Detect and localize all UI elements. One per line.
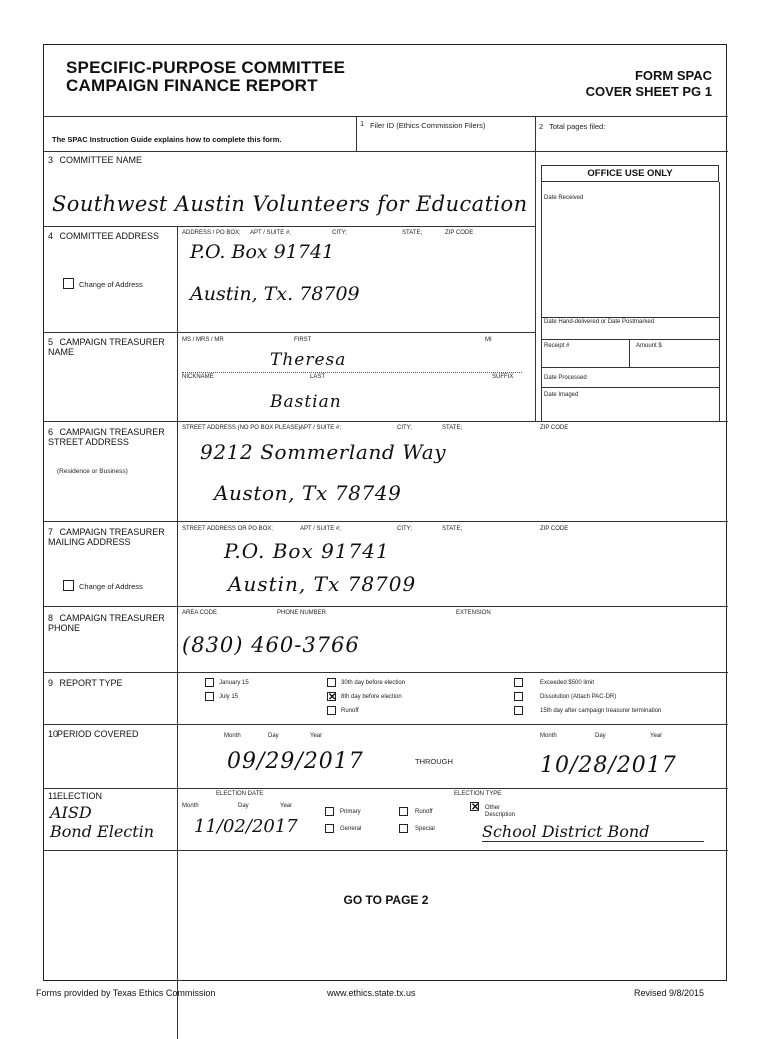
description-line xyxy=(482,841,704,842)
section-number: 6 xyxy=(48,427,54,437)
zip-sublabel: ZIP CODE xyxy=(540,425,569,431)
divider xyxy=(44,151,728,152)
section-number: 11 xyxy=(48,791,58,801)
amount-label: Amount $ xyxy=(636,343,662,349)
treasurer-street-label xyxy=(48,427,173,447)
period-from-day-label: Day xyxy=(268,733,279,739)
election-special-checkbox[interactable] xyxy=(399,824,408,833)
period-to-year-label: Year xyxy=(650,733,663,739)
footer-url[interactable]: www.ethics.state.tx.us xyxy=(327,988,416,998)
committee-address-line1: P.O. Box 91741 xyxy=(190,241,335,263)
form-page: COVER SHEET PG 1 xyxy=(585,84,712,99)
total-pages-label: Total pages filed: xyxy=(549,122,606,131)
go-to-page-2: GO TO PAGE 2 xyxy=(343,893,429,907)
date-hand-delivered-label: Date Hand-delivered or Date Postmarked xyxy=(544,319,655,325)
report-treasurer-term-label: 15th day after campaign treasurer termination xyxy=(540,708,662,714)
total-pages-num: 2 xyxy=(539,122,544,131)
divider xyxy=(44,421,728,422)
form-title-line2: CAMPAIGN FINANCE REPORT xyxy=(66,76,318,95)
election-primary-checkbox[interactable] xyxy=(325,807,334,816)
section-number: 9 xyxy=(48,678,54,688)
period-label xyxy=(48,729,173,739)
city-sublabel: CITY; xyxy=(397,526,412,532)
divider xyxy=(356,116,357,151)
treasurer-phone-label xyxy=(48,613,173,633)
footer-revised: Revised 9/8/2015 xyxy=(634,988,705,998)
period-from-value: 09/29/2017 xyxy=(227,749,364,774)
treasurer-mailing-line2: Austin, Tx 78709 xyxy=(228,572,417,596)
report-jan15-checkbox[interactable] xyxy=(205,678,214,687)
election-other-label: Other xyxy=(485,805,501,811)
apt-sublabel: APT / SUITE #; xyxy=(300,526,341,532)
receipt-label: Receipt # xyxy=(544,343,570,349)
period-to-month-label: Month xyxy=(540,733,557,739)
section-label: ELECTION xyxy=(57,791,103,801)
election-other-checkbox-checked[interactable]: ✕ xyxy=(471,802,480,813)
spac-cover-sheet xyxy=(43,44,727,981)
divider xyxy=(535,116,536,151)
filer-id-label: Filer ID (Ethics Commission Filers) xyxy=(370,121,486,130)
form-name: FORM SPAC xyxy=(634,68,712,83)
zip-sublabel: ZIP CODE xyxy=(445,230,474,236)
report-exceeded-checkbox[interactable] xyxy=(514,678,523,687)
first-sublabel: FIRST xyxy=(294,337,312,343)
report-dissolution-label: Dissolution (Attach PAC-DR) xyxy=(540,694,617,700)
change-of-address-checkbox[interactable] xyxy=(63,278,74,289)
divider xyxy=(177,226,178,1039)
election-type-label: ELECTION TYPE xyxy=(454,791,502,797)
period-from-year-label: Year xyxy=(310,733,323,739)
period-to-value: 10/28/2017 xyxy=(540,753,677,778)
divider xyxy=(629,339,630,367)
footer-provided-by: Forms provided by Texas Ethics Commission xyxy=(36,988,216,998)
state-sublabel: STATE; xyxy=(402,230,423,236)
suffix-sublabel: SUFFIX xyxy=(492,374,514,380)
divider xyxy=(44,226,535,227)
section-label: CAMPAIGN TREASURER NAME xyxy=(48,337,165,357)
form-id xyxy=(532,68,722,100)
election-label xyxy=(48,791,102,801)
report-8th-label: 8th day before election xyxy=(341,694,402,700)
date-processed-label: Date Processed xyxy=(544,375,587,381)
committee-address-label xyxy=(48,231,173,241)
section-number: 7 xyxy=(48,527,54,537)
street-sublabel: STREET ADDRESS OR PO BOX; xyxy=(182,526,273,532)
report-30th-checkbox[interactable] xyxy=(327,678,336,687)
office-use-title: OFFICE USE ONLY xyxy=(541,165,719,182)
period-from-month-label: Month xyxy=(224,733,241,739)
committee-name-value: Southwest Austin Volunteers for Education xyxy=(52,192,528,216)
election-month-label: Month xyxy=(182,803,199,809)
divider xyxy=(182,372,522,373)
divider xyxy=(44,724,728,725)
report-runoff-checkbox[interactable] xyxy=(327,706,336,715)
section-label: REPORT TYPE xyxy=(59,678,123,688)
section-number: 4 xyxy=(48,231,54,241)
divider xyxy=(44,606,728,607)
divider xyxy=(541,367,719,368)
nickname-sublabel: NICKNAME xyxy=(182,374,214,380)
treasurer-mailing-label xyxy=(48,527,173,547)
divider xyxy=(535,151,536,421)
election-general-label: General xyxy=(340,826,362,832)
form-title-line1: SPECIFIC-PURPOSE COMMITTEE xyxy=(66,58,346,77)
section-label: CAMPAIGN TREASURER STREET ADDRESS xyxy=(48,427,165,447)
form-title xyxy=(66,59,345,95)
divider xyxy=(541,182,542,421)
report-30th-label: 30th day before election xyxy=(341,680,406,686)
mailing-change-of-address-label: Change of Address xyxy=(79,582,143,591)
mi-sublabel: MI xyxy=(485,337,492,343)
election-year-label: Year xyxy=(280,803,293,809)
area-code-sublabel: AREA CODE xyxy=(182,610,218,616)
section-label: COMMITTEE NAME xyxy=(59,155,143,165)
period-through-label: THROUGH xyxy=(415,757,453,766)
report-jul15-checkbox[interactable] xyxy=(205,692,214,701)
filer-id-num: 1 xyxy=(360,119,365,128)
divider xyxy=(44,850,728,851)
last-sublabel: LAST xyxy=(310,374,326,380)
report-runoff-label: Runoff xyxy=(341,708,359,714)
divider xyxy=(719,182,720,421)
treasurer-street-line1: 9212 Sommerland Way xyxy=(200,440,447,464)
address-sublabel: ADDRESS / PO BOX; xyxy=(182,230,241,236)
report-8th-checkbox-checked[interactable]: ✕ xyxy=(328,692,337,703)
divider xyxy=(44,788,728,789)
period-to-day-label: Day xyxy=(595,733,606,739)
state-sublabel: STATE; xyxy=(442,526,463,532)
treasurer-name-label xyxy=(48,337,173,357)
report-jan15-label: January 15 xyxy=(219,680,249,686)
divider xyxy=(541,387,719,388)
election-runoff-checkbox[interactable] xyxy=(399,807,408,816)
report-jul15-label: July 15 xyxy=(219,694,239,700)
city-sublabel: CITY; xyxy=(332,230,347,236)
election-name-line2: Bond Electin xyxy=(50,822,155,841)
election-primary-label: Primary xyxy=(340,809,361,815)
divider xyxy=(44,521,728,522)
treasurer-street-note: (Residence or Business) xyxy=(57,468,128,475)
treasurer-first-name: Theresa xyxy=(270,350,347,370)
section-label: CAMPAIGN TREASURER PHONE xyxy=(48,613,165,633)
election-description-label: Description xyxy=(485,812,516,818)
treasurer-last-name: Bastian xyxy=(270,392,342,412)
section-number: 10 xyxy=(48,729,59,739)
mailing-change-of-address-checkbox[interactable] xyxy=(63,580,74,591)
divider xyxy=(44,672,728,673)
state-sublabel: STATE; xyxy=(442,425,463,431)
section-label: COMMITTEE ADDRESS xyxy=(59,231,160,241)
date-imaged-label: Date Imaged xyxy=(544,392,579,398)
street-sublabel: STREET ADDRESS (NO PO BOX PLEASE); xyxy=(182,425,302,431)
treasurer-mailing-line1: P.O. Box 91741 xyxy=(224,539,390,563)
committee-name-label xyxy=(48,155,142,165)
treasurer-phone-value: (830) 460-3766 xyxy=(182,633,360,657)
treasurer-street-line2: Auston, Tx 78749 xyxy=(214,481,402,505)
divider xyxy=(44,332,535,333)
election-description-value: School District Bond xyxy=(482,822,650,841)
section-number: 5 xyxy=(48,337,54,347)
section-label: PERIOD COVERED xyxy=(57,729,139,739)
report-exceeded-label: Exceeded $500 limit xyxy=(540,680,595,686)
election-date-value: 11/02/2017 xyxy=(194,816,298,837)
apt-sublabel: APT / SUITE #; xyxy=(250,230,291,236)
election-day-label: Day xyxy=(238,803,249,809)
election-runoff-label: Runoff xyxy=(415,809,433,815)
section-number: 3 xyxy=(48,155,54,165)
extension-sublabel: EXTENSION xyxy=(456,610,491,616)
election-general-checkbox[interactable] xyxy=(325,824,334,833)
committee-address-line2: Austin, Tx. 78709 xyxy=(190,283,360,305)
divider xyxy=(541,317,719,318)
section-label: CAMPAIGN TREASURER MAILING ADDRESS xyxy=(48,527,165,547)
title-sublabel: MS / MRS / MR xyxy=(182,337,224,343)
report-treasurer-term-checkbox[interactable] xyxy=(514,706,523,715)
date-received-label: Date Received xyxy=(544,195,584,201)
guide-text: The SPAC Instruction Guide explains how to complete this form. xyxy=(52,135,282,144)
election-name-line1: AISD xyxy=(50,803,92,822)
section-number: 8 xyxy=(48,613,54,623)
apt-sublabel: APT / SUITE #; xyxy=(300,425,341,431)
city-sublabel: CITY; xyxy=(397,425,412,431)
election-date-label: ELECTION DATE xyxy=(216,791,264,797)
election-special-label: Special xyxy=(415,826,435,832)
phone-number-sublabel: PHONE NUMBER xyxy=(277,610,327,616)
divider xyxy=(44,116,728,117)
report-type-label xyxy=(48,678,123,688)
divider xyxy=(541,339,719,340)
change-of-address-label: Change of Address xyxy=(79,280,143,289)
zip-sublabel: ZIP CODE xyxy=(540,526,569,532)
report-dissolution-checkbox[interactable] xyxy=(514,692,523,701)
